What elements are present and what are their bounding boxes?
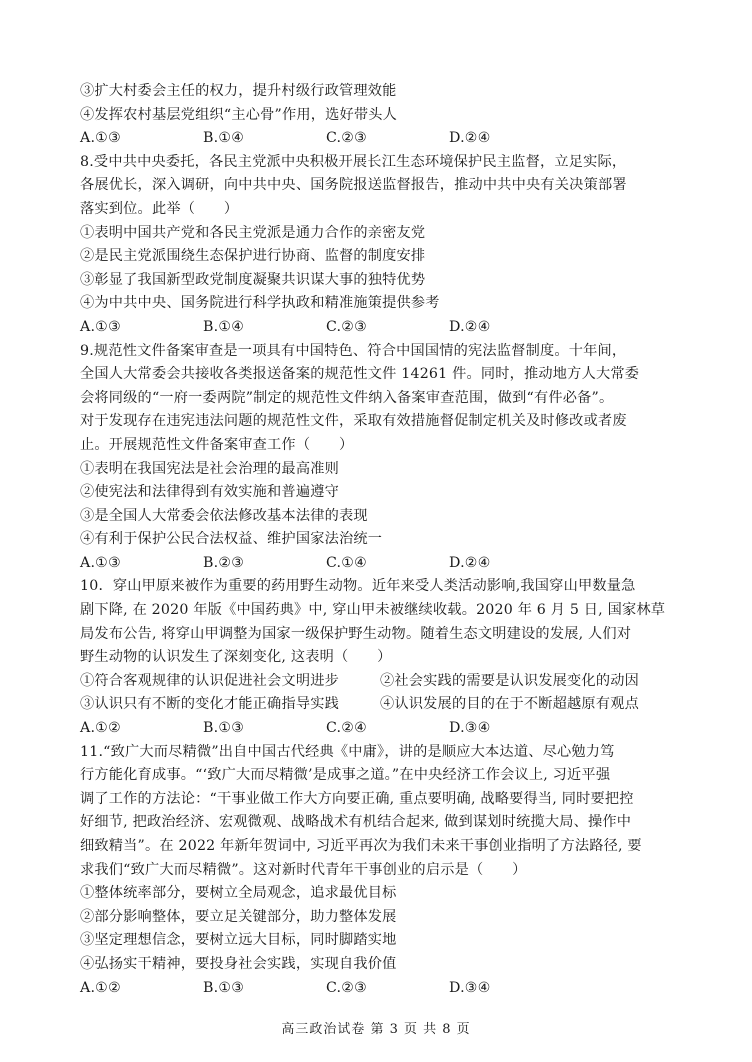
- q7-option-4: ④发挥农村基层党组织“主心骨”作用，选好带头人: [80, 106, 398, 123]
- choice-b: B.①③: [203, 720, 245, 737]
- q8-option: ④为中共中央、国务院进行科学执政和精准施策提供参考: [80, 295, 440, 312]
- choice-c: C.②③: [326, 318, 368, 335]
- q7-choices: [80, 127, 680, 151]
- choice-a: A.①③: [80, 318, 121, 335]
- q10-stem-line: 剧下降, 在 2020 年版《中国药典》中, 穿山甲未被继续收载。2020 年 6 月 5 日, 国家林草: [80, 602, 666, 619]
- choice-a: A.①③: [80, 130, 121, 147]
- choice-d: D.③④: [449, 720, 491, 737]
- page-footer: 高三政治试卷 第 3 页 共 8 页: [281, 1022, 471, 1037]
- q8-stem-line: 各展优长，深入调研，向中共中央、国务院报送监督报告，推动中共中央有关决策部署: [80, 177, 627, 194]
- q10-stem-line: 10．穿山甲原来被作为重要的药用野生动物。近年来受人类活动影响,我国穿山甲数量急: [80, 578, 636, 595]
- q10-options-row: [80, 693, 680, 717]
- q10-choices: [80, 717, 680, 741]
- q9-stem-line: 对于发现存在违宪违法问题的规范性文件，采取有效措施督促制定机关及时修改或者废: [80, 413, 627, 430]
- q11-option: ④弘扬实干精神，要投身社会实践，实现自我价值: [80, 955, 397, 972]
- q11-stem-line: 11.“致广大而尽精微”出自中国古代经典《中庸》，讲的是顺应大本达道、尽心勉力笃: [80, 743, 615, 760]
- q8-option: ①表明中国共产党和各民主党派是通力合作的亲密友党: [80, 224, 426, 241]
- q8-stem-line: 8.受中共中央委托，各民主党派中央积极开展长江生态环境保护民主监督，立足实际，: [80, 153, 627, 170]
- choice-a: A.①②: [80, 720, 121, 737]
- question-10: [80, 575, 680, 740]
- exam-page: [80, 80, 680, 1000]
- choice-d: D.②④: [449, 318, 491, 335]
- choice-c: C.②③: [326, 979, 368, 996]
- q10-option-1: ①符合客观规律的认识促进社会文明进步: [80, 672, 339, 689]
- q8-option: ②是民主党派围绕生态保护进行协商、监督的制度安排: [80, 248, 426, 265]
- choice-d: D.③④: [449, 979, 491, 996]
- choice-b: B.①③: [203, 979, 245, 996]
- q11-stem-line: 求我们“致广大而尽精微”。这对新时代青年干事创业的启示是（ ）: [80, 861, 527, 878]
- q9-option: ①表明在我国宪法是社会治理的最高准则: [80, 460, 339, 477]
- q10-option-2: ②社会实践的需要是认识发展变化的动因: [380, 672, 639, 689]
- choice-a: A.①③: [80, 554, 121, 571]
- question-7-tail: [80, 80, 680, 151]
- choice-d: D.②④: [449, 554, 491, 571]
- q11-option: ①整体统率部分，要树立全局观念，追求最优目标: [80, 885, 397, 902]
- q9-option: ②使宪法和法律得到有效实施和普遍遵守: [80, 484, 339, 501]
- q11-stem-line: 细致精当”。在 2022 年新年贺词中, 习近平再次为我们未来干事创业指明了方法路径, 要: [80, 838, 642, 854]
- choice-b: B.①④: [203, 318, 245, 335]
- choice-d: D.②④: [449, 130, 491, 147]
- q9-stem-line: 全国人大常委会共接收各类报送备案的规范性文件 14261 件。同时，推动地方人大常委: [80, 366, 640, 383]
- choice-c: C.①④: [326, 554, 368, 571]
- q10-option-3: ③认识只有不断的变化才能正确指导实践: [80, 696, 339, 713]
- q8-option: ③彰显了我国新型政党制度凝聚共识谋大事的独特优势: [80, 271, 426, 288]
- q10-options-row: [80, 670, 680, 694]
- q8-choices: [80, 316, 680, 340]
- question-9: [80, 340, 680, 576]
- q11-option: ③坚定理想信念，要树立远大目标，同时脚踏实地: [80, 932, 397, 949]
- q9-stem-line: 会将同级的“一府一委两院”制定的规范性文件纳入备案审查范围，做到“有件必备”。: [80, 389, 614, 406]
- question-11: [80, 741, 680, 1001]
- choice-b: B.②③: [203, 554, 245, 571]
- choice-a: A.①②: [80, 979, 121, 996]
- choice-c: C.②④: [326, 720, 368, 737]
- q11-stem-line: 好细节, 把政治经济、宏观微观、战略战术有机结合起来, 做到谋划时统揽大局、操作中: [80, 814, 632, 831]
- choice-c: C.②③: [326, 130, 368, 147]
- q11-stem-line: 行方能化育成事。“‘致广大而尽精微’是成事之道。”在中央经济工作会议上, 习近平强: [80, 767, 611, 784]
- q11-option: ②部分影响整体，要立足关键部分，助力整体发展: [80, 908, 397, 925]
- q11-stem-line: 调了工作的方法论：“干事业做工作大方向要正确, 重点要明确, 战略要得当, 同时要把控: [80, 790, 634, 807]
- q10-stem-line: 局发布公告, 将穿山甲调整为国家一级保护野生动物。随着生态文明建设的发展, 人们对: [80, 625, 632, 642]
- q9-option: ④有利于保护公民合法权益、维护国家法治统一: [80, 531, 383, 548]
- q9-choices: [80, 552, 680, 576]
- q11-choices: [80, 977, 680, 1001]
- q10-stem-line: 野生动物的认识发生了深刻变化, 这表明（ ）: [80, 649, 392, 666]
- q9-stem-line: 9.规范性文件备案审查是一项具有中国特色、符合中国国情的宪法监督制度。十年间，: [80, 342, 627, 359]
- choice-b: B.①④: [203, 130, 245, 147]
- q9-option: ③是全国人大常委会依法修改基本法律的表现: [80, 507, 368, 524]
- q10-option-4: ④认识发展的目的在于不断超越原有观点: [380, 696, 639, 713]
- q9-stem-line: 止。开展规范性文件备案审查工作（ ）: [80, 436, 354, 453]
- q7-option-3: ③扩大村委会主任的权力，提升村级行政管理效能: [80, 83, 397, 99]
- question-8: [80, 151, 680, 340]
- q8-stem-line: 落实到位。此举（ ）: [80, 200, 239, 217]
